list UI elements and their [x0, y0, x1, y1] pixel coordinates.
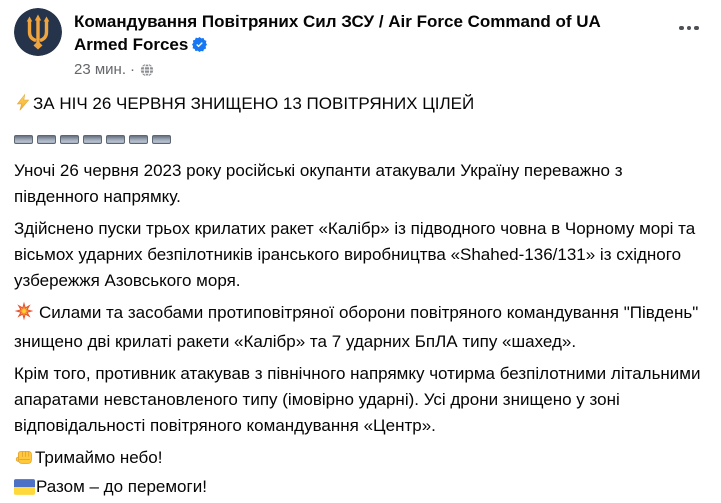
post-paragraph	[14, 158, 705, 210]
page-name: Командування Повітряних Сил ЗСУ / Air Force Command of UA Armed Forces	[74, 12, 601, 54]
post-paragraph	[14, 361, 705, 439]
post-paragraph	[14, 474, 705, 503]
dot-icon	[687, 26, 692, 31]
post-title-line	[14, 91, 705, 120]
dot-icon	[679, 26, 684, 31]
high-voltage-icon	[14, 93, 32, 120]
heavy-minus-icon	[83, 135, 102, 144]
post-header	[0, 0, 721, 79]
paragraph-text: Тримаймо небо!	[35, 448, 163, 467]
post-meta	[74, 60, 705, 79]
post-paragraph	[14, 216, 705, 294]
header-text	[74, 8, 705, 79]
heavy-minus-icon	[60, 135, 79, 144]
paragraph-text: Здійснено пуски трьох крилатих ракет «Калібр» із підводного човна в Чорному морі та вісьмох ударних безпілотників іранського виробництва «Shahed-136/131» із східного узбережжя Азовського моря.	[14, 219, 696, 290]
paragraph-text: Силами та засобами протиповітряної оборони повітряного командування "Південь" знищено дві крилаті ракети «Калібр» та 7 ударних БпЛА типу «шахед».	[14, 303, 699, 351]
raised-fist-icon	[14, 446, 34, 474]
paragraph-text: Крім того, противник атакував з північного напрямку чотирма безпілотними літальними апаратами невстановленого типу (імовірно ударні). Усі дрони знищено у зоні відповідальності повітряного командування «Центр».	[14, 364, 701, 435]
post-paragraph	[14, 445, 705, 474]
privacy-public-globe-icon	[140, 63, 154, 77]
paragraph-text: Разом – до перемоги!	[36, 477, 207, 496]
divider-dashes	[14, 126, 705, 152]
heavy-minus-icon	[14, 135, 33, 144]
meta-separator: ·	[130, 61, 135, 78]
timestamp-link[interactable]: 23 мин.	[74, 61, 126, 78]
post-title: ЗА НІЧ 26 ЧЕРВНЯ ЗНИЩЕНО 13 ПОВІТРЯНИХ ЦІЛЕЙ	[33, 94, 475, 113]
post-body-text	[0, 79, 721, 503]
collision-boom-icon	[14, 301, 34, 329]
ukraine-flag-icon	[14, 477, 35, 503]
heavy-minus-icon	[37, 135, 56, 144]
page-avatar[interactable]	[14, 8, 62, 56]
page-name-link[interactable]	[74, 10, 634, 56]
heavy-minus-icon	[129, 135, 148, 144]
more-options-button[interactable]	[673, 16, 705, 40]
heavy-minus-icon	[106, 135, 125, 144]
post-paragraph	[14, 300, 705, 355]
verified-badge-icon	[192, 35, 207, 50]
heavy-minus-icon	[152, 135, 171, 144]
paragraph-text: Уночі 26 червня 2023 року російські окупанти атакували Україну переважно з південного напрямку.	[14, 161, 623, 206]
dot-icon	[694, 26, 699, 31]
air-force-trident-logo-icon	[14, 43, 62, 56]
